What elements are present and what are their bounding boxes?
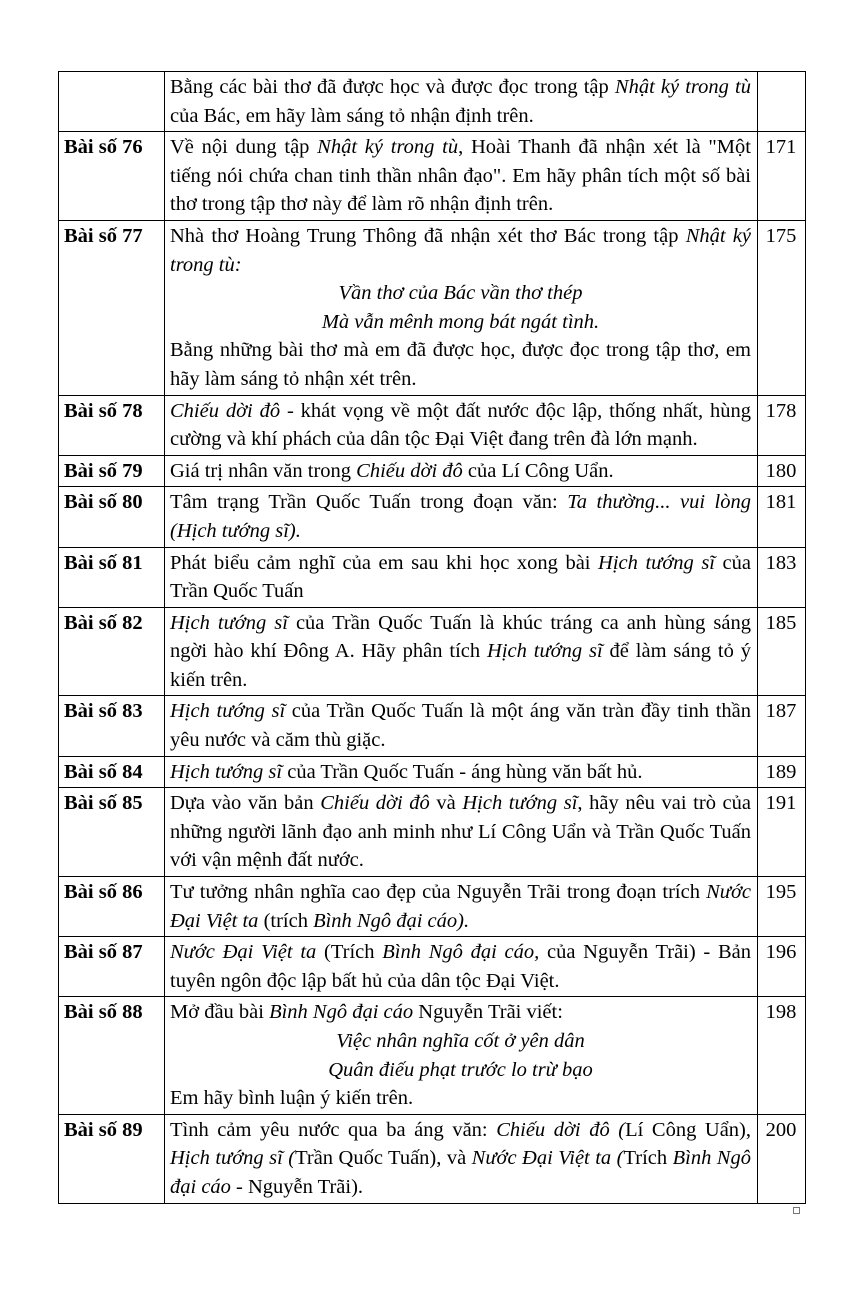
- italic-title-fragment: Bình Ngô đại cáo).: [313, 909, 470, 932]
- lesson-title: [165, 220, 758, 395]
- lesson-prompt: [170, 222, 751, 279]
- text-fragment: Nguyễn Trãi viết:: [413, 1001, 563, 1024]
- lesson-prompt: [170, 1116, 751, 1202]
- lesson-prompt: [170, 789, 751, 875]
- text-fragment: Mở đầu bài: [170, 1001, 270, 1024]
- quoted-verse: Vần thơ của Bác vần thơ thép: [338, 282, 583, 305]
- table-row: [59, 997, 806, 1114]
- italic-title-fragment: Nhật ký trong tù: [614, 76, 751, 98]
- text-fragment: Phát biểu cảm nghĩ của em sau khi học xong bài: [170, 551, 599, 574]
- lesson-title: [165, 395, 758, 455]
- table-row: [59, 756, 806, 788]
- page-number: 185: [758, 607, 806, 696]
- italic-title-fragment: Nước Đại Việt ta (: [471, 1147, 624, 1170]
- lesson-number: Bài số 89: [59, 1114, 165, 1203]
- table-row: [59, 487, 806, 547]
- text-fragment: và: [429, 792, 463, 815]
- table-row: [59, 455, 806, 487]
- lesson-number: Bài số 83: [59, 696, 165, 756]
- table-row: [59, 1114, 806, 1203]
- text-fragment: Giá trị nhân văn trong: [170, 459, 357, 482]
- contents-table-body: [59, 72, 806, 1204]
- page-number: [758, 72, 806, 132]
- text-fragment: - Nguyễn Trãi).: [230, 1175, 364, 1198]
- italic-title-fragment: Chiếu dời đô: [170, 399, 281, 422]
- lesson-prompt: [170, 878, 751, 935]
- lesson-number: Bài số 81: [59, 547, 165, 607]
- quoted-verse: Quân điếu phạt trước lo trừ bạo: [328, 1058, 593, 1081]
- table-row: [59, 72, 806, 132]
- lesson-prompt: [170, 697, 751, 754]
- italic-title-fragment: Bình Ngô đại cáo,: [382, 941, 540, 964]
- text-fragment: Trần Quốc Tuấn), và: [295, 1147, 472, 1170]
- table-row: [59, 395, 806, 455]
- text-fragment: Tư tưởng nhân nghĩa cao đẹp của Nguyễn Trãi trong đoạn trích: [170, 881, 707, 904]
- lesson-title: [165, 607, 758, 696]
- lesson-prompt: [170, 609, 751, 695]
- lesson-number: Bài số 85: [59, 788, 165, 877]
- italic-title-fragment: Chiếu dời đô (: [496, 1118, 626, 1141]
- page-number: 189: [758, 756, 806, 788]
- lesson-prompt: [170, 549, 751, 606]
- lesson-number: Bài số 88: [59, 997, 165, 1114]
- italic-title-fragment: Hịch tướng sĩ: [170, 700, 286, 723]
- lesson-task: Em hãy bình luận ý kiến trên.: [170, 1087, 414, 1110]
- lesson-prompt: [170, 397, 751, 454]
- italic-title-fragment: Hịch tướng sĩ: [598, 551, 715, 574]
- lesson-title: [165, 997, 758, 1114]
- page-number: 183: [758, 547, 806, 607]
- table-row: [59, 220, 806, 395]
- lesson-prompt: [170, 133, 751, 219]
- text-fragment: , Hoài Thanh đã nhận xét là "Một tiếng nói chứa chan tinh thần nhân đạo". Em hãy phân tích một số bài thơ trong tập thơ này để làm rõ nhận định trên.: [170, 136, 751, 216]
- text-fragment: , hãy nêu vai trò của những người lãnh đạo anh minh như Lí Công Uẩn và Trần Quốc Tuấn với vận mệnh đất nước.: [170, 792, 752, 872]
- table-row: [59, 696, 806, 756]
- lesson-number: Bài số 80: [59, 487, 165, 547]
- text-fragment: của Lí Công Uẩn.: [462, 459, 614, 482]
- lesson-title: [165, 547, 758, 607]
- quoted-verse: Mà vẫn mênh mong bát ngát tình.: [321, 310, 600, 333]
- page-number: 171: [758, 132, 806, 221]
- lesson-number: Bài số 78: [59, 395, 165, 455]
- text-fragment: (trích: [258, 909, 314, 932]
- italic-title-fragment: Ta thường... vui lòng (Hịch tướng sĩ).: [170, 491, 751, 542]
- italic-title-fragment: Bình Ngô đại cáo: [269, 1001, 414, 1024]
- lesson-number: Bài số 87: [59, 937, 165, 997]
- page-number: 178: [758, 395, 806, 455]
- page-number: 175: [758, 220, 806, 395]
- italic-title-fragment: Chiếu dời đô: [356, 459, 463, 482]
- text-fragment: Bằng các bài thơ đã được học và được đọc trong tập: [170, 76, 615, 98]
- italic-title-fragment: Chiếu dời đô: [320, 792, 430, 815]
- lesson-number: Bài số 76: [59, 132, 165, 221]
- text-fragment: của Nguyễn Trãi) - Bản tuyên ngôn độc lập bất hủ của dân tộc Đại Việt.: [170, 941, 751, 992]
- lesson-title: [165, 487, 758, 547]
- italic-title-fragment: Hịch tướng sĩ: [462, 792, 578, 815]
- italic-title-fragment: Nhật ký trong tù: [317, 136, 459, 159]
- italic-title-fragment: Hịch tướng sĩ: [170, 611, 288, 634]
- table-resize-handle[interactable]: [793, 1207, 800, 1214]
- lesson-prompt: [170, 73, 751, 130]
- lesson-number: Bài số 84: [59, 756, 165, 788]
- lesson-task: Bằng những bài thơ mà em đã được học, được đọc trong tập thơ, em hãy làm sáng tỏ nhận xét trên.: [170, 339, 751, 390]
- text-fragment: của Bác, em hãy làm sáng tỏ nhận định trên.: [170, 104, 534, 127]
- lesson-number: Bài số 77: [59, 220, 165, 395]
- italic-title-fragment: Bình Ngô đại cáo: [170, 1147, 751, 1198]
- contents-table: [58, 71, 806, 1204]
- lesson-prompt: [170, 758, 751, 787]
- page-number: 195: [758, 877, 806, 937]
- lesson-prompt: [170, 488, 751, 545]
- italic-title-fragment: Hịch tướng sĩ: [487, 640, 603, 663]
- lesson-prompt: [170, 457, 751, 486]
- table-row: [59, 788, 806, 877]
- lesson-title: [165, 788, 758, 877]
- text-fragment: Tâm trạng Trần Quốc Tuấn trong đoạn văn:: [170, 491, 568, 514]
- text-fragment: để làm sáng tỏ ý kiến trên.: [170, 640, 751, 691]
- quoted-verse: Việc nhân nghĩa cốt ở yên dân: [336, 1030, 585, 1052]
- lesson-number: Bài số 86: [59, 877, 165, 937]
- page-number: 198: [758, 997, 806, 1114]
- table-row: [59, 877, 806, 937]
- text-fragment: của Trần Quốc Tuấn là khúc tráng ca anh hùng sáng ngời hào khí Đông A. Hãy phân tích: [170, 611, 751, 663]
- italic-title-fragment: Nhật ký trong tù:: [170, 224, 751, 276]
- table-row: [59, 937, 806, 997]
- table-row: [59, 547, 806, 607]
- text-fragment: - khát vọng về một đất nước độc lập, thống nhất, hùng cường và khí phách của dân tộc Đại Việt đang trên đà lớn mạnh.: [170, 399, 751, 451]
- lesson-title: [165, 1114, 758, 1203]
- lesson-number: [59, 72, 165, 132]
- italic-title-fragment: Hịch tướng sĩ: [170, 760, 283, 783]
- text-fragment: Về nội dung tập: [170, 136, 318, 159]
- lesson-prompt: [170, 998, 751, 1027]
- lesson-prompt: [170, 938, 751, 995]
- page-number: 187: [758, 696, 806, 756]
- lesson-number: Bài số 82: [59, 607, 165, 696]
- text-fragment: (Trích: [316, 941, 383, 964]
- lesson-title: [165, 877, 758, 937]
- text-fragment: của Trần Quốc Tuấn: [170, 551, 751, 603]
- lesson-title: [165, 937, 758, 997]
- lesson-title: [165, 455, 758, 487]
- italic-title-fragment: Nước Đại Việt ta: [170, 881, 751, 932]
- text-fragment: Dựa vào văn bản: [170, 792, 321, 815]
- page-number: 200: [758, 1114, 806, 1203]
- text-fragment: Trích: [623, 1147, 673, 1170]
- lesson-number: Bài số 79: [59, 455, 165, 487]
- text-fragment: Lí Công Uẩn),: [625, 1118, 752, 1141]
- lesson-title: [165, 756, 758, 788]
- page-number: 191: [758, 788, 806, 877]
- table-row: [59, 132, 806, 221]
- text-fragment: của Trần Quốc Tuấn là một áng văn tràn đầy tinh thần yêu nước và căm thù giặc.: [170, 700, 752, 752]
- lesson-title: [165, 72, 758, 132]
- text-fragment: Nhà thơ Hoàng Trung Thông đã nhận xét thơ Bác trong tập: [170, 224, 686, 247]
- italic-title-fragment: Nước Đại Việt ta: [170, 941, 317, 964]
- lesson-title: [165, 132, 758, 221]
- text-fragment: Tình cảm yêu nước qua ba áng văn:: [170, 1118, 497, 1141]
- lesson-title: [165, 696, 758, 756]
- page-number: 181: [758, 487, 806, 547]
- table-row: [59, 607, 806, 696]
- page-number: 180: [758, 455, 806, 487]
- page-number: 196: [758, 937, 806, 997]
- text-fragment: của Trần Quốc Tuấn - áng hùng văn bất hủ.: [282, 760, 643, 783]
- italic-title-fragment: Hịch tướng sĩ (: [170, 1147, 296, 1170]
